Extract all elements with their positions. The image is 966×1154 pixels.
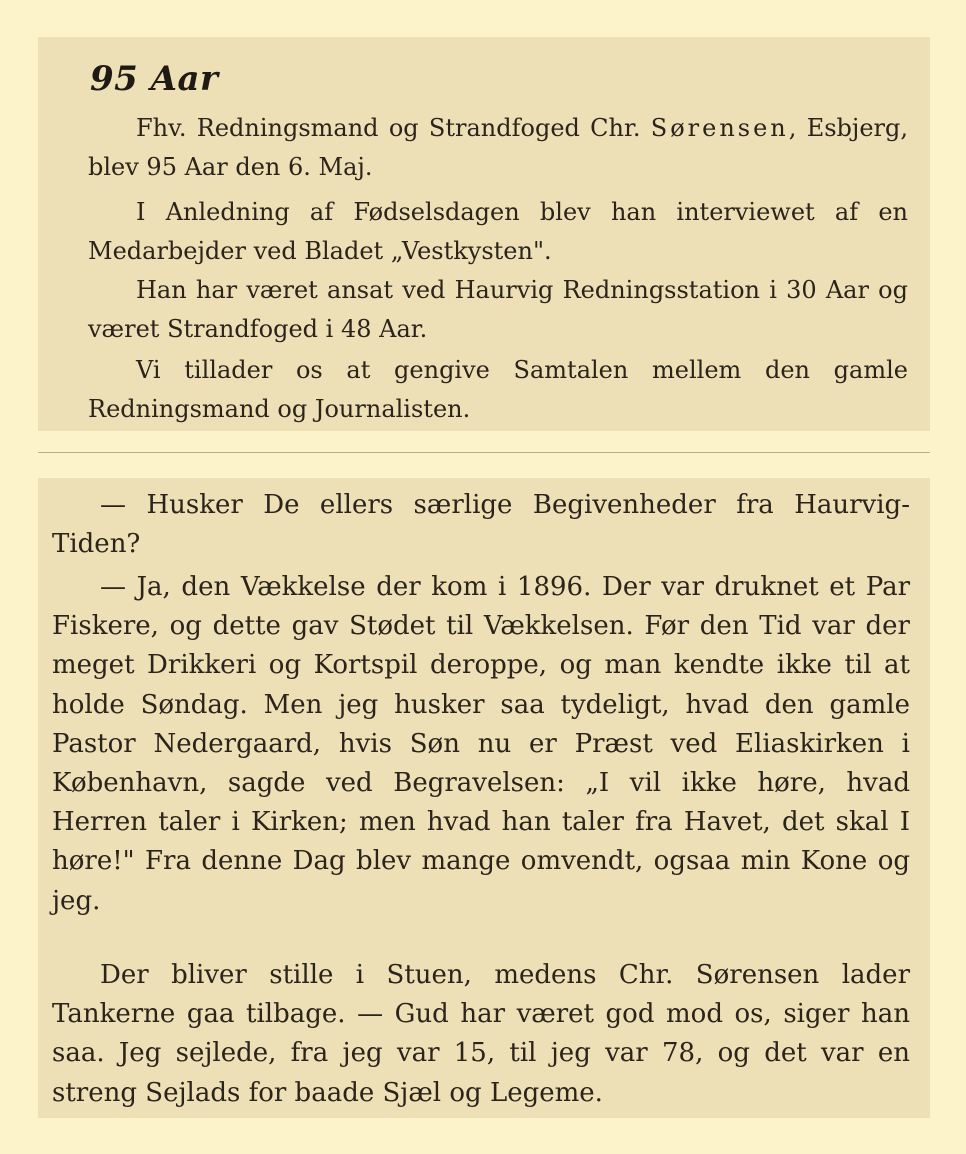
article-paragraph-3: Han har været ansat ved Haurvig Redningsstation i 30 Aar og været Strandfoged i 48 Aar. xyxy=(88,276,908,343)
article-paragraph-1 xyxy=(88,109,908,187)
excerpt-paragraph-2: — Ja, den Vækkelse der kom i 1896. Der var druknet et Par Fiskere, og dette gav Stødet til Vækkelsen. Før den Tid var der meget Drikkeri og Kortspil deroppe, og man kendte ikke til at holde Søndag. Men jeg husker saa tydeligt, hvad den gamle Pastor Nedergaard, hvis Søn nu er Præst ved Eliaskirken i København, sagde ved Begravelsen: „I vil ikke høre, hvad Herren taler i Kirken; men hvad han taler fra Havet, det skal I høre!" Fra denne Dag blev mange omvendt, ogsaa min Kone og jeg. xyxy=(52,572,910,916)
excerpt-paragraph-3: Der bliver stille i Stuen, medens Chr. Sørensen lader Tankerne gaa tilbage. — Gud har været god mod os, siger han saa. Jeg sejlede, fra jeg var 15, til jeg var 78, og det var en streng Sejlads for baade Sjæl og Legeme. xyxy=(52,960,910,1108)
article-paragraph-4: Vi tillader os at gengive Samtalen mellem den gamle Redningsmand og Journalisten. xyxy=(88,356,908,423)
paragraph-1-spaced-name: Sørensen xyxy=(650,114,789,142)
article-paragraph-2: I Anledning af Fødselsdagen blev han interviewet af en Medarbejder ved Bladet „Vestkysten". xyxy=(88,198,908,265)
excerpt-paragraph-1: — Husker De ellers særlige Begivenheder fra Haurvig-Tiden? xyxy=(52,490,910,560)
article-clipping-top xyxy=(38,37,930,431)
clipping-divider xyxy=(38,452,930,453)
paragraph-1-text-end: , Esbjerg, blev 95 Aar den 6. Maj. xyxy=(88,114,908,181)
article-headline: 95 Aar xyxy=(90,59,219,99)
paragraph-1-text-start: Fhv. Redningsmand og Strandfoged Chr. xyxy=(136,114,651,142)
article-clipping-bottom xyxy=(38,478,930,1118)
